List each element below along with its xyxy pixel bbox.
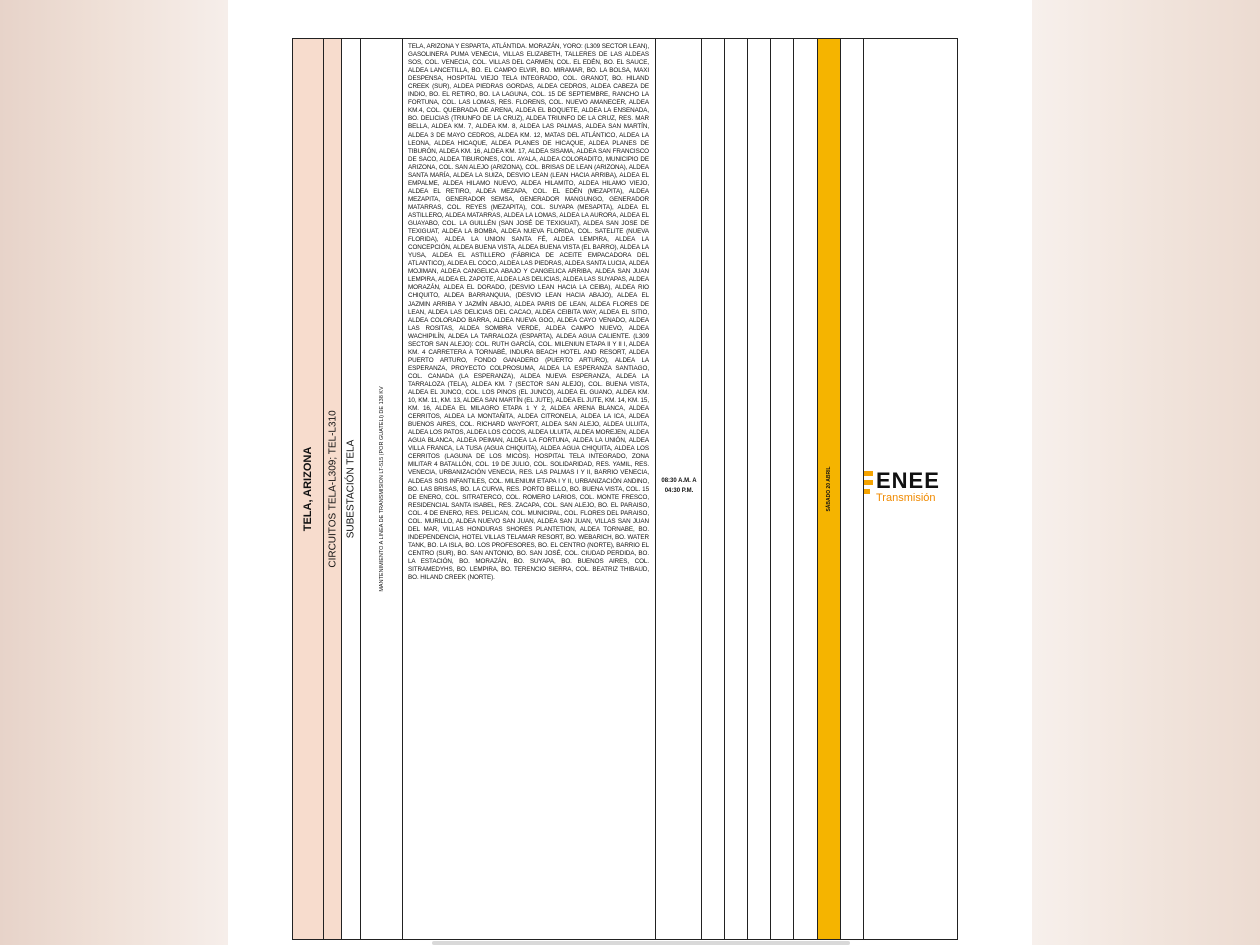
empty-cell-5 [794,39,818,939]
empty-cell-6 [841,39,864,939]
affected-areas-text: TELA, ARIZONA Y ESPARTA, ATLÁNTIDA. MORAZÁN, YORO: (L309 SECTOR LEAN), GASOLINERA PUMA VENECIA, VILLAS ELIZABETH, TALLERES DE LAS ALDEAS SOS, COL. VENECIA, COL. VILLAS DEL CARMEN, COL. EL EDÉN, BO. EL SAUCE, ALDEA LANCETILLA, BO. EL CAMPO ELVIR, BO. MIRAMAR, BO. LA BOLSA, MAXI DESPENSA, HOSPITAL VIEJO TELA INTEGRADO, COL. GRANOT, BO. HILAND CREEK (SUR), ALDEA PIEDRAS GORDAS, ALDEA CEDROS, ALDEA CABEZA DE INDIO, BO. EL RETIRO, BO. LA LAGUNA, COL. 15 DE SEPTIEMBRE, RANCHO LA FORTUNA, COL. LAS LOMAS, RES. FLORENS, COL. NUEVO AMANECER, ALDEA KM.4, COL. QUEBRADA DE ARENA, ALDEA EL BOQUETE, ALDEA LA ENSENADA, BO. DELICIAS (TRIUNFO DE LA CRUZ), ALDEA TRIUNFO DE LA CRUZ, RES. MAR BELLA, ALDEA KM. 7, ALDEA KM. 8, ALDEA LAS PALMAS, ALDEA SAN MARTÍN, ALDEA 3 DE MAYO CEDROS, ALDEA KM. 12, MATAS DEL ATLÁNTICO, ALDEA LA LEONA, ALDEA HICAQUE, ALDEA PLANES DE HICAQUE, ALDEA PLANES DE TIBURÓN, ALDEA KM. 16, ALDEA KM. 17, ALDEA SISAMA, ALDEA SAN FRANCISCO DE SACO, ALDEA TIBURONES, COL. AYALA, ALDEA COLORADITO, MUNICIPIO DE ARIZONA, COL. SAN ALEJO (ARIZONA), COL. BRISAS DE LEAN (ARIZONA), ALDEA SANTA MARÍA, ALDEA LA SUIZA, DESVIO LEAN (LEAN HACIA ARRIBA), ALDEA EL EMPALME, ALDEA HILAMO NUEVO, ALDEA HILAMITO, ALDEA HILAMO VIEJO, ALDEA EL RETIRO, ALDEA MEZAPA, COL. EL EDÉN (MEZAPITA), ALDEA MEZAPITA, GENERADOR SEMSA, GENERADOR MANGUNGO, GENERADOR MATARRAS, COL. REYES (MEZAPITA), COL. SUYAPA (MESAPITA), ALDEA EL ASTILLERO, ALDEA MATARRAS, ALDEA LA LOMAS, ALDEA LA AURORA, ALDEA EL GUAYABO, COL. LA GUILLÉN (SAN JOSÉ DE TEXIGUAT), ALDEA SAN JOSE DE TEXIGUAT, ALDEA LA BOMBA, ALDEA NUEVA FLORIDA, COL. SATELITE (NUEVA FLORIDA), ALDEA LA UNION SANTA FÉ, ALDEA LEMPIRA, ALDEA LA CONCEPCIÓN, ALDEA BUENA VISTA, ALDEA BUENA VISTA (EL BARRO), ALDEA LA YUSA, ALDEA EL ASTILLERO (FÁBRICA DE ACEITE EMPACADORA DEL ATLANTICO), ALDEA EL COCO, ALDEA LAS PIEDRAS, ALDEA SANTA LUCIA, ALDEA MOJIMAN, ALDEA CANGELICA ABAJO Y CANGELICA ARRIBA, ALDEA SAN JUAN LEMPIRA, ALDEA EL ZAPOTE, ALDEA LAS DELICIAS, ALDEA LAS SUYAPAS, ALDEA MORAZÁN, ALDEA EL DORADO, (DESVIO LEAN HACIA LA CEIBA), ALDEA RIO CHIQUITO, ALDEA BARRANQUIA, (DESVIO LEAN HACIA ABAJO), ALDEA EL JAZMIN ARRIBA Y JAZMÍN ABAJO, ALDEA PARIS DE LEAN, ALDEA FLORES DE LEAN, ALDEA LAS DELICIAS DEL CACAO, ALDEA CEIBITA WAY, ALDEA EL SITIO, ALDEA COLORADO BARRA, ALDEA NUEVA GOO, ALDEA CAYO VENADO, ALDEA LAS ROSITAS, ALDEA SOMBRA VERDE, ALDEA CAMPO NUEVO, ALDEA WACHIPILÍN, ALDEA LA TARRALOZA (ESPARTA), ALDEA AGUA CALIENTE. (L309 SECTOR SAN ALEJO): COL. RUTH GARCÍA, COL. MILENIUN ETAPA II Y II I, ALDEA KM. 4 CARRETERA A TORNABÉ, INDURA BEACH HOTEL AND RESORT, ALDEA PUERTO ARTURO, FONDO GANADERO (PUERTO ARTURO), ALDEA LA ESPERANZA, PROYECTO COLPROSUMA, ALDEA LA ESPERANZA SANTIAGO, COL. CANADA (LA ESPERANZA), ALDEA NUEVA ESPERANZA, ALDEA LA TARRALOZA (TELA), ALDEA KM. 7 (SECTOR SAN ALEJO), COL. BUENA VISTA, ALDEA EL JUNCO, COL. LOS PINOS (EL JUNCO), ALDEA EL GUANO, ALDEA KM. 10, KM. 11, KM. 13, ALDEA SAN MARTÍN (EL JUTE), ALDEA EL JUTE, KM. 14, KM. 15, KM. 16, ALDEA EL MILAGRO ETAPA 1 Y 2, ALDEA ARENA BLANCA, ALDEA CERRITOS, ALDEA LA MONTAÑITA, ALDEA CITRONELA, ALDEA LA ICA, ALDEA BUENOS AIRES, COL. RICHARD WAYFORT, ALDEA SAN ALEJO, ALDEA ULUITA, ALDEA LOS PATOS, ALDEA LOS COCOS, ALDEA ULUITA, ALDEA MOREJEN, ALDEA AGUA BLANCA, ALDEA PEIMAN, ALDEA LA FORTUNA, ALDEA LA UNIÓN, ALDEA VILLA FRANCA, LA TUSA (AGUA CHIQUITA), ALDEA AGUA CHIQUITA, ALDEA LOS CERRITOS (LAGUNA DE LOS MICOS). HOSPITAL TELA INTEGRADO, ZONA MILITAR 4 BATALLÓN, COL. 19 DE JULIO, COL. SOLIDARIDAD, RES. YAMIL, RES. VENECIA, URBANIZACIÓN VENECIA, RES. LAS PALMAS I Y II, BARRIO VENECIA, ALDEAS SOS INFANTILES, COL. MILENIUM ETAPA I Y II, URBANIZACIÓN ANDINO, BO. LAS BRISAS, BO. LA CURVA, RES. PORTO BELLO, BO. BUENA VISTA, COL. 15 DE ENERO, COL. SITRATERCO, COL. ROMERO LARIOS, COL. MONTE FRESCO, RESIDENCIAL SANTA ISABEL, RES. ZACAPA, COL. SAN ALEJO, BO. EL PARAISO, COL. 4 DE ENERO, RES. PELICAN, COL. MUNICIPAL, COL. FLORES DEL PARAISO, COL. MURILLO, ALDEA NUEVO SAN JUAN, ALDEA SAN JUAN, VILLAS SAN JUAN DEL MAR, VILLAS HONDURAS SHORES PLANTETION, ALDEA TORNABE, BO. INDEPENDENCIA, HOTEL VILLAS TELAMAR RESORT, BO. WEBARICH, BO. WATER TANK, BO. LA ISLA, BO. LOS PROFESORES, BO. EL CENTRO (NORTE), BARRIO EL CENTRO (SUR), BO. SAN ANTONIO, BO. SAN JOSÉ, COL. CIUDAD PERDIDA, BO. LA ESTACIÓN, BO. MORAZÁN, BO. SUYAPA, BO. BUENOS AIRES, COL. SITRAMEDYHS, BO. LEMPIRA, BO. TERENCIO SIERRA, COL. BEATRIZ THIBAUD, BO. HILAND CREEK (NORTE). [408,43,649,582]
enee-logo-icon [864,471,874,503]
substation-label: SUBESTACIÓN TELA [345,439,357,539]
city-cell [293,39,324,939]
work-description-label: MANTENIMIENTO A LINEA DE TRANSMISION LT-515 (POR GUATELI) DE 138 KV [378,386,385,592]
empty-cell-2 [725,39,748,939]
empty-cell-4 [771,39,794,939]
enee-logo [864,470,960,506]
blurred-background-right [1032,0,1260,945]
blurred-background-left [0,0,228,945]
page-scroll-indicator [432,941,850,945]
date-label: SÁBADO 20 ABRIL [826,466,832,512]
substation-cell [342,39,361,939]
empty-cell-1 [702,39,725,939]
schedule-end: 04:30 P.M. [664,488,694,494]
logo-name: ENEE [876,468,940,493]
empty-cell-3 [748,39,771,939]
city-label: TELA, ARIZONA [302,446,314,532]
schedule-time [656,476,702,496]
date-cell [818,39,841,939]
logo-subtitle: Transmisión [876,492,936,504]
circuits-cell [324,39,342,939]
work-description-cell [361,39,403,939]
schedule-start: 08:30 A.M. A [661,478,697,484]
circuits-label: CIRCUITOS TELA-L309; TEL-L310 [327,410,338,568]
